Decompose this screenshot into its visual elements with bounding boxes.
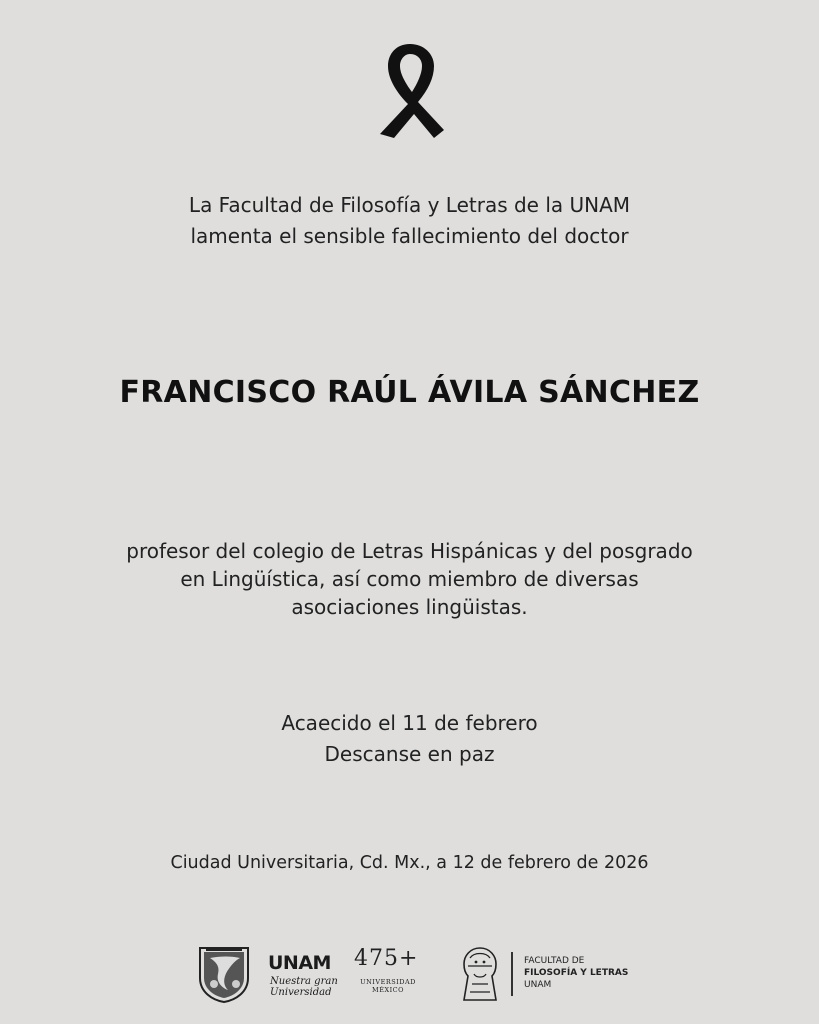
rest-in-peace: Descanse en paz <box>324 742 495 766</box>
description-line-1: profesor del colegio de Letras Hispánicas y del posgrado <box>126 539 693 563</box>
intro-line-1: La Facultad de Filosofía y Letras de la UNAM <box>188 193 631 217</box>
description-text <box>0 537 819 621</box>
slogan-line-2: Universidad <box>270 987 332 998</box>
anniversary-caption <box>352 978 424 994</box>
slogan-line-1: Nuestra gran <box>270 976 338 987</box>
anniversary-logo: 475+ <box>354 946 419 971</box>
logo-bar <box>0 940 819 1010</box>
deceased-name: FRANCISCO RAÚL ÁVILA SÁNCHEZ <box>119 375 700 410</box>
ffyl-line-1: FACULTAD DE <box>524 956 585 966</box>
anniversary-caption-1: UNIVERSIDAD <box>360 978 416 986</box>
mourning-ribbon-icon <box>374 38 446 142</box>
unam-slogan <box>270 976 340 998</box>
unam-shield-icon <box>196 944 252 1004</box>
passing-date: Acaecido el 11 de febrero <box>281 711 538 735</box>
anniversary-caption-2: MÉXICO <box>372 986 404 994</box>
ffyl-emblem-icon <box>456 944 504 1004</box>
ffyl-divider <box>511 952 513 996</box>
passing-text <box>0 708 819 770</box>
intro-text <box>0 190 819 252</box>
description-line-2: en Lingüística, así como miembro de diversas <box>180 567 639 591</box>
description-line-3: asociaciones lingüistas. <box>291 595 528 619</box>
ffyl-line-2: FILOSOFÍA Y LETRAS <box>524 968 629 978</box>
place-and-date: Ciudad Universitaria, Cd. Mx., a 12 de febrero de 2026 <box>170 853 649 873</box>
ffyl-wordmark <box>524 955 628 991</box>
unam-wordmark: UNAM <box>268 952 331 974</box>
intro-line-2: lamenta el sensible fallecimiento del doctor <box>190 224 629 248</box>
ffyl-line-3: UNAM <box>524 980 552 990</box>
